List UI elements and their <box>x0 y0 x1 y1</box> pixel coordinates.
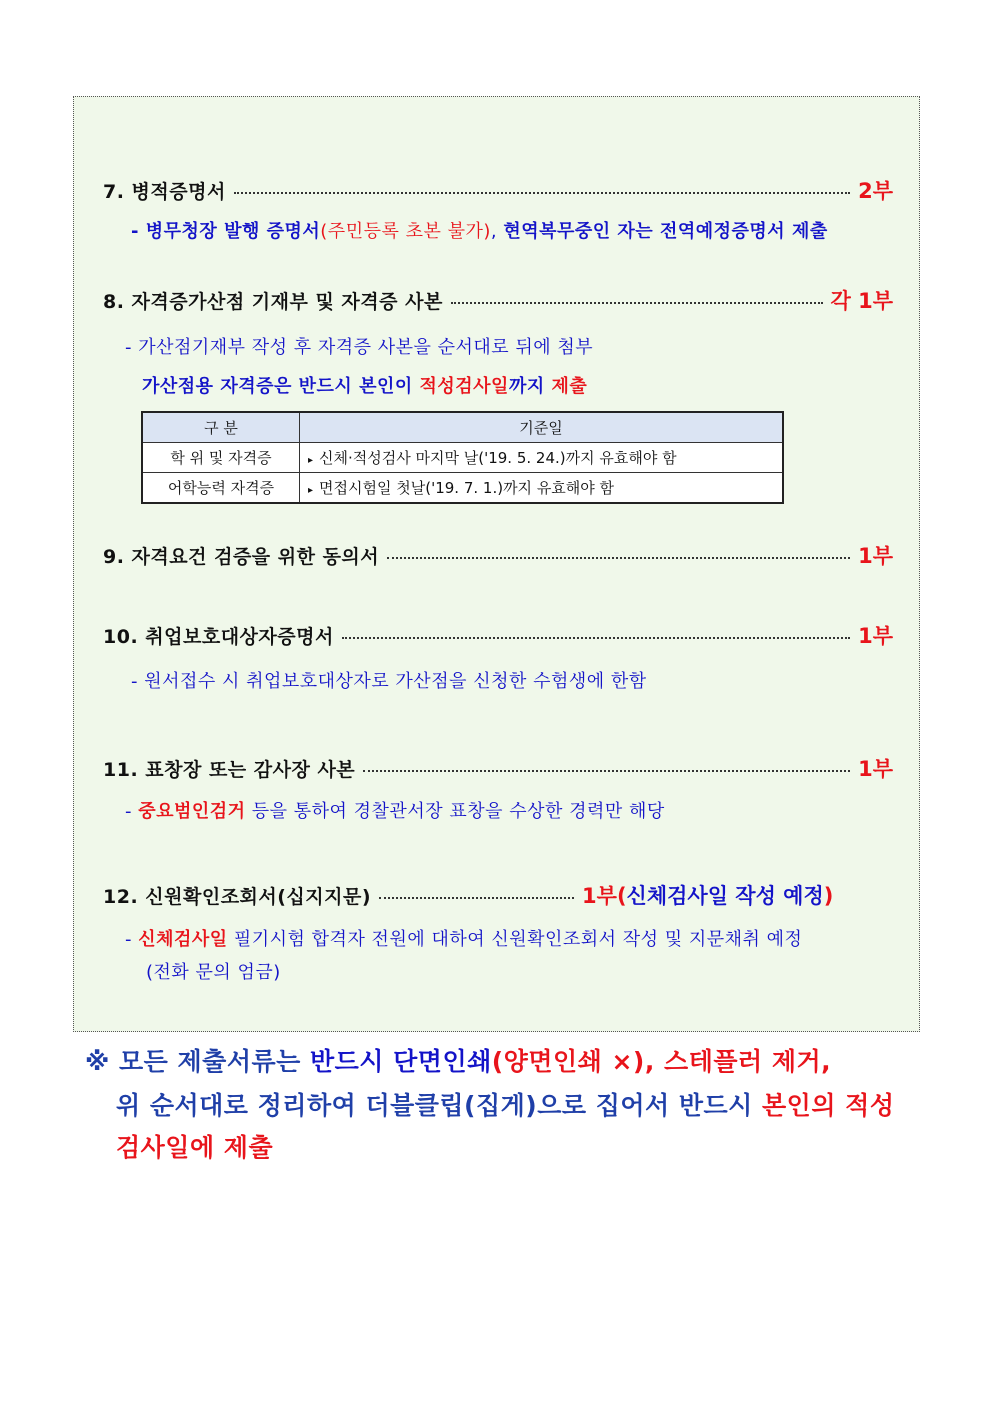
reference-mark-icon: ※ <box>85 1047 110 1076</box>
item-8-sub2-d: 제출 <box>551 376 588 397</box>
item-10-sub: - 원서접수 시 취업보호대상자로 가산점을 신청한 수험생에 한함 <box>131 671 647 692</box>
leader-dots <box>234 192 850 194</box>
item-12-title: 12. 신원확인조회서(십지지문) <box>103 886 372 908</box>
note-line-2 <box>116 1086 895 1122</box>
item-8-sub1: - 가산점기재부 작성 후 자격증 사본을 순서대로 뒤에 첨부 <box>125 337 594 358</box>
leader-dots <box>363 770 850 772</box>
leader-dots <box>342 637 850 639</box>
item-12-qty-a: 1부( <box>582 884 627 908</box>
item-7-qty: 2부 <box>858 179 893 203</box>
item-12-qty-c: ) <box>823 884 834 908</box>
table-cell-value <box>300 443 784 473</box>
bullet-dash: - <box>131 221 146 242</box>
item-10 <box>103 620 893 650</box>
item-11 <box>103 753 893 783</box>
item-11-sub <box>125 797 665 823</box>
note-l2a: 위 순서대로 정리하여 더블클립(집게)으로 집어서 반드시 <box>116 1091 763 1120</box>
table-header-row <box>142 412 783 443</box>
item-11-sub-a: 중요범인검거 <box>138 801 246 822</box>
table-cell-label: 학 위 및 자격증 <box>142 443 300 473</box>
item-7 <box>103 175 893 205</box>
triangle-bullet-icon: ▸ <box>308 455 314 466</box>
item-7-sub-d: 현역복무중인 자는 전역예정증명서 제출 <box>503 221 828 242</box>
item-8-title: 8. 자격증가산점 기재부 및 자격증 사본 <box>103 291 443 313</box>
leader-dots <box>379 897 574 899</box>
item-12-qty <box>582 880 833 910</box>
bullet-dash: - <box>125 801 139 822</box>
item-9-qty: 1부 <box>858 544 893 568</box>
criteria-table <box>141 411 784 504</box>
table-row <box>142 443 783 473</box>
item-7-sub-b: (주민등록 초본 불가) <box>320 221 491 242</box>
item-10-title: 10. 취업보호대상자증명서 <box>103 626 334 648</box>
item-8-sub2-c: 까지 <box>508 376 552 397</box>
item-7-sub-a: 병무청장 발행 증명서 <box>145 221 321 242</box>
item-12-sub-c: (전화 문의 엄금) <box>146 962 281 983</box>
table-header-date: 기준일 <box>300 412 784 443</box>
note-l1b: 반드시 단면인쇄 <box>309 1047 492 1076</box>
item-9 <box>103 540 893 570</box>
bullet-dash: - <box>125 929 139 950</box>
table-cell-value <box>300 473 784 504</box>
note-l2b: 본인의 적성 <box>762 1091 895 1120</box>
table-header-category: 구 분 <box>142 412 300 443</box>
item-8-qty: 각 1부 <box>830 289 893 313</box>
item-10-qty: 1부 <box>858 624 893 648</box>
item-11-qty: 1부 <box>858 757 893 781</box>
item-7-title: 7. 병적증명서 <box>103 181 226 203</box>
table-cell-label: 어학능력 자격증 <box>142 473 300 504</box>
note-line-3: 검사일에 제출 <box>116 1133 274 1162</box>
item-7-sub-c: , <box>490 221 504 242</box>
item-12-sub-a: 신체검사일 <box>138 929 228 950</box>
item-8-sub2-b: 적성검사일 <box>419 376 509 397</box>
item-7-sub <box>131 217 828 243</box>
note-l1c: (양면인쇄 ×), 스테플러 제거, <box>491 1047 832 1076</box>
item-12 <box>103 880 893 910</box>
leader-dots <box>451 302 823 304</box>
item-12-qty-b: 신체검사일 작성 예정 <box>626 884 824 908</box>
item-12-sub-b: 필기시험 합격자 전원에 대하여 신원확인조회서 작성 및 지문채취 예정 <box>227 929 803 950</box>
triangle-bullet-icon: ▸ <box>308 485 314 496</box>
item-11-sub-b: 등을 통하여 경찰관서장 표창을 수상한 경력만 해당 <box>245 801 665 822</box>
item-9-title: 9. 자격요건 검증을 위한 동의서 <box>103 546 380 568</box>
leader-dots <box>387 557 850 559</box>
table-cell-value-text: 면접시험일 첫날('19. 7. 1.)까지 유효해야 함 <box>319 479 615 497</box>
item-11-title: 11. 표창장 또는 감사장 사본 <box>103 759 356 781</box>
table-row <box>142 473 783 504</box>
item-8 <box>103 285 893 315</box>
item-8-sub2 <box>142 372 587 398</box>
note-l1a: 모든 제출서류는 <box>109 1047 310 1076</box>
item-8-sub2-a: 가산점용 자격증은 반드시 본인이 <box>142 376 420 397</box>
table-cell-value-text: 신체·적성검사 마지막 날('19. 5. 24.)까지 유효해야 함 <box>319 449 677 467</box>
item-12-sub <box>125 925 802 951</box>
note-line-1 <box>85 1042 831 1078</box>
